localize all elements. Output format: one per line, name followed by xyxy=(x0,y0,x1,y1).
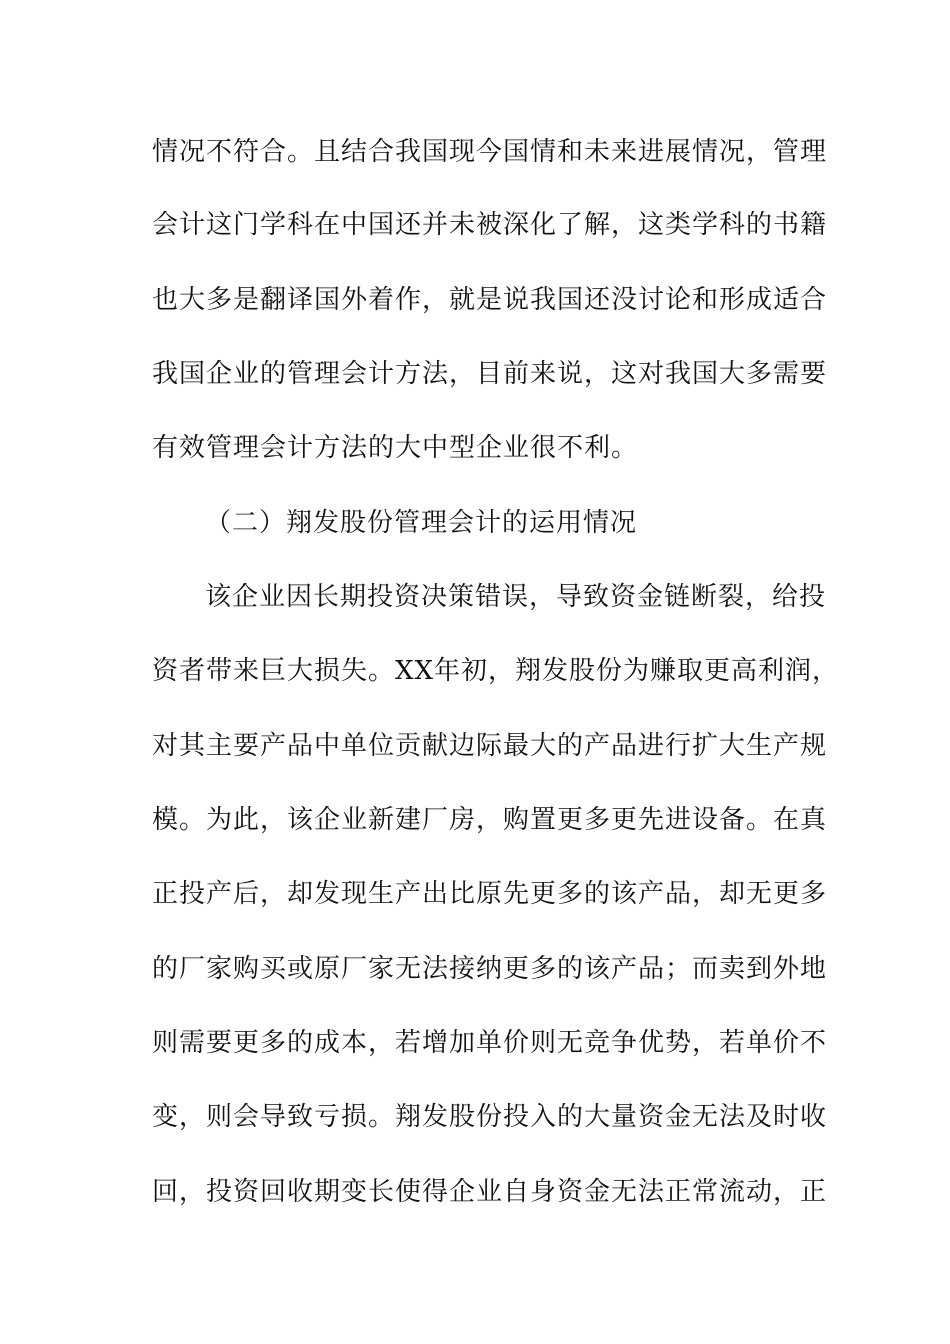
paragraph-line: 我国企业的管理会计方法，目前来说，这对我国大多需要 xyxy=(152,359,828,389)
paragraph-line: 资者带来巨大损失。XX年初，翔发股份为赚取更高利润， xyxy=(152,656,840,686)
paragraph-line: 也大多是翻译国外着作，就是说我国还没讨论和形成适合 xyxy=(152,285,828,315)
paragraph-line: 模。为此，该企业新建厂房，购置更多更先进设备。在真 xyxy=(152,805,828,835)
paragraph-line: 正投产后，却发现生产出比原先更多的该产品，却无更多 xyxy=(152,879,828,909)
paragraph-line: 变，则会导致亏损。翔发股份投入的大量资金无法及时收 xyxy=(152,1102,828,1132)
paragraph-line: 的厂家购买或原厂家无法接纳更多的该产品；而卖到外地 xyxy=(152,954,828,984)
paragraph-line: 则需要更多的成本，若增加单价则无竞争优势，若单价不 xyxy=(152,1028,828,1058)
paragraph-line: 回，投资回收期变长使得企业自身资金无法正常流动，正 xyxy=(152,1177,828,1207)
paragraph-line: 该企业因长期投资决策错误，导致资金链断裂，给投 xyxy=(205,582,827,612)
paragraph-line: 情况不符合。且结合我国现今国情和未来进展情况，管理 xyxy=(152,137,828,167)
paragraph-line: 会计这门学科在中国还并未被深化了解，这类学科的书籍 xyxy=(152,210,828,240)
section-heading: （二）翔发股份管理会计的运用情况 xyxy=(205,508,638,538)
paragraph-line: 有效管理会计方法的大中型企业很不利。 xyxy=(152,433,639,463)
paragraph-line: 对其主要产品中单位贡献边际最大的产品进行扩大生产规 xyxy=(152,731,828,761)
